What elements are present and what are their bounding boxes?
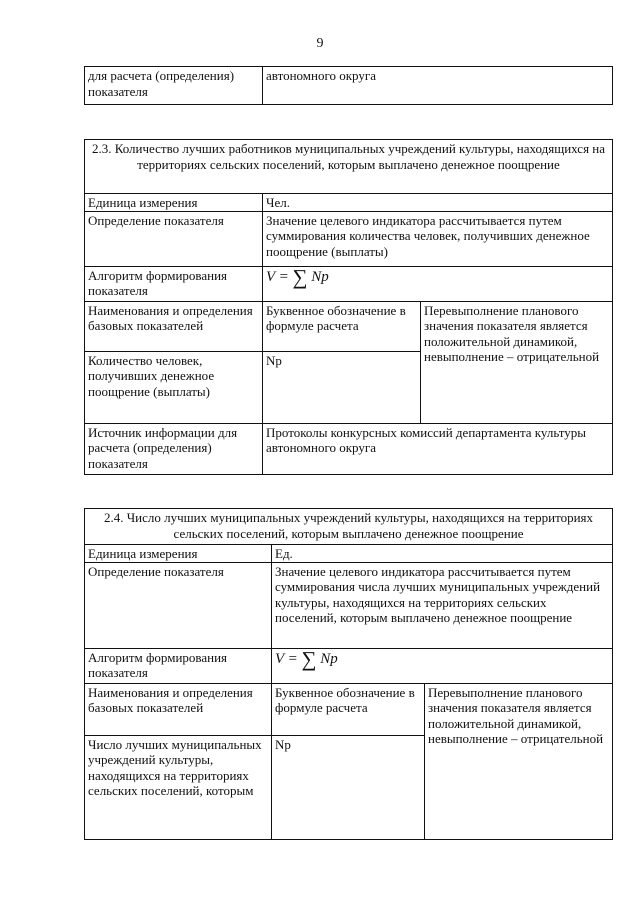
formula-rhs: Np	[307, 268, 329, 285]
letter-designation-label: Буквенное обозначение в формуле расчета	[263, 301, 421, 351]
indicator-title: 2.4. Число лучших муниципальных учреждений культуры, находящихся на территориях сельских поселений, которым выплачено денежное поощрение	[85, 509, 613, 545]
letter-designation-label: Буквенное обозначение в формуле расчета	[272, 683, 425, 735]
definition-label: Определение показателя	[85, 211, 263, 266]
source-label: Источник информации для расчета (определения) показателя	[85, 423, 263, 474]
unit-value: Ед.	[272, 545, 613, 563]
table-row	[85, 423, 613, 474]
table-row	[85, 266, 613, 301]
formula-rhs: Np	[316, 650, 338, 667]
table-row	[85, 67, 613, 105]
indicator-2-4-table	[84, 508, 613, 840]
table-row	[85, 683, 613, 735]
definition-label: Определение показателя	[85, 562, 272, 648]
table-row	[85, 211, 613, 266]
unit-value: Чел.	[263, 194, 613, 212]
page-number: 9	[316, 36, 324, 51]
dynamics-note: Перевыполнение планового значения показателя является положительной динамикой, невыполнение – отрицательной	[421, 301, 613, 423]
base-indicator-symbol: Np	[272, 735, 425, 839]
indicator-2-3-table	[84, 139, 613, 475]
top-fragment-table	[84, 66, 613, 105]
unit-label: Единица измерения	[85, 545, 272, 563]
table-row	[85, 140, 613, 194]
base-indicator-name: Число лучших муниципальных учреждений культуры, находящихся на территориях сельских поселений, которым	[85, 735, 272, 839]
base-names-label: Наименования и определения базовых показателей	[85, 301, 263, 351]
table-row	[85, 562, 613, 648]
formula-expression	[275, 648, 338, 671]
formula-expression	[266, 266, 329, 289]
table-row	[85, 545, 613, 563]
source-label-cell: для расчета (определения) показателя	[85, 67, 263, 105]
table-row	[85, 648, 613, 683]
definition-value: Значение целевого индикатора рассчитывается путем суммирования количества человек, получивших денежное поощрение (выплаты)	[263, 211, 613, 266]
table-row	[85, 509, 613, 545]
formula	[272, 648, 613, 683]
table-row	[85, 194, 613, 212]
dynamics-note: Перевыполнение планового значения показателя является положительной динамикой, невыполнение – отрицательной	[425, 683, 613, 839]
formula-lhs: V =	[275, 650, 302, 667]
base-indicator-symbol: Np	[263, 351, 421, 423]
formula	[263, 266, 613, 301]
indicator-title: 2.3. Количество лучших работников муниципальных учреждений культуры, находящихся на территориях сельских поселений, которым выплачено денежное поощрение	[85, 140, 613, 194]
source-value-cell: автономного округа	[263, 67, 613, 105]
algorithm-label: Алгоритм формирования показателя	[85, 648, 272, 683]
definition-value: Значение целевого индикатора рассчитывается путем суммирования числа лучших муниципальных учреждений культуры, находящихся на территориях сельских поселений, которым выплачено денежное поощрение	[272, 562, 613, 648]
formula-lhs: V =	[266, 268, 293, 285]
unit-label: Единица измерения	[85, 194, 263, 212]
sum-symbol: ∑	[301, 648, 317, 671]
algorithm-label: Алгоритм формирования показателя	[85, 266, 263, 301]
base-names-label: Наименования и определения базовых показателей	[85, 683, 272, 735]
source-value: Протоколы конкурсных комиссий департамента культуры автономного округа	[263, 423, 613, 474]
base-indicator-name: Количество человек, получивших денежное поощрение (выплаты)	[85, 351, 263, 423]
sum-symbol: ∑	[292, 266, 308, 289]
table-row	[85, 301, 613, 351]
